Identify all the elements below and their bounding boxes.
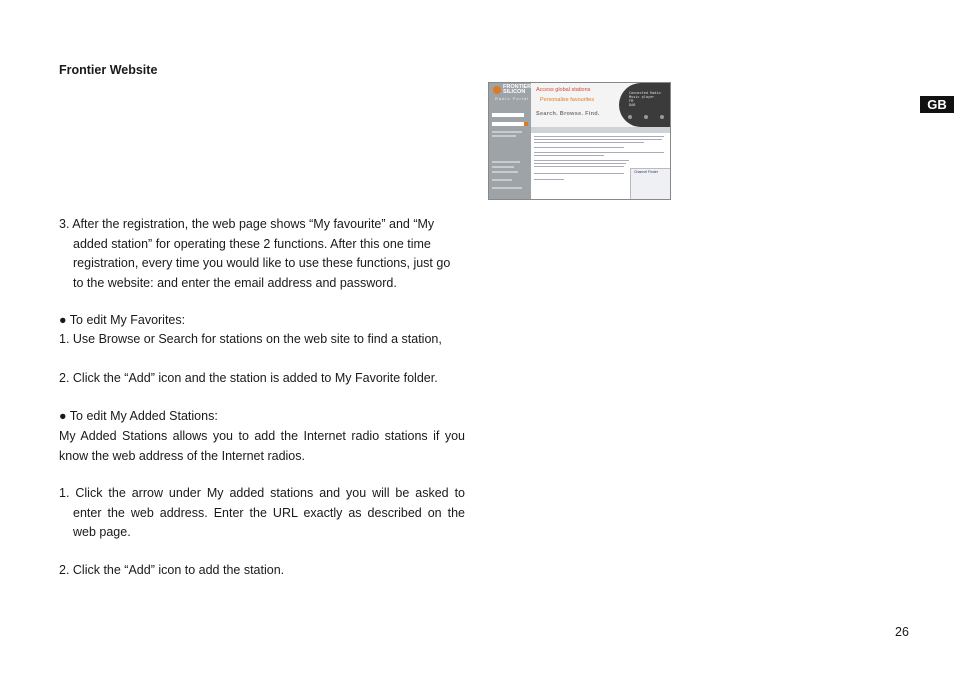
screenshot-content-bar: [531, 127, 670, 133]
screenshot-login-field: [492, 113, 524, 117]
text-line: enter the web address. Enter the URL exactly as described on the: [73, 505, 465, 520]
screenshot-go-icon: [524, 122, 528, 126]
screenshot-banner: [531, 83, 670, 127]
radio-display-line: Connected Radio: [629, 91, 661, 95]
screenshot-channel-box-title: Channel Finder: [634, 170, 658, 174]
radio-knob-icon: [644, 115, 648, 119]
website-screenshot: [488, 82, 671, 200]
text-line: web page.: [73, 525, 131, 539]
radio-device-image: [619, 83, 670, 127]
radio-display-line: Music player: [629, 95, 655, 99]
text-line: registration, every time you would like to use these functions, just go: [73, 256, 451, 270]
screenshot-side-line: [492, 131, 522, 133]
screenshot-text-line: [534, 173, 624, 174]
favorites-step-1: 1. Use Browse or Search for stations on the web site to find a station,: [59, 332, 442, 346]
screenshot-text-line: [534, 142, 644, 143]
screenshot-side-line: [492, 171, 518, 173]
screenshot-banner-line1: Access global stations: [536, 87, 591, 93]
screenshot-text-line: [534, 166, 624, 167]
radio-display: [629, 91, 661, 107]
screenshot-text-line: [534, 139, 662, 140]
screenshot-text-line: [534, 163, 626, 164]
added-stations-bullet: ● To edit My Added Stations:: [59, 409, 218, 423]
favorites-bullet: ● To edit My Favorites:: [59, 313, 186, 327]
screenshot-text-line: [534, 136, 664, 137]
screenshot-side-line: [492, 179, 512, 181]
screenshot-text-line: [534, 179, 564, 180]
registration-paragraph: [59, 215, 465, 293]
screenshot-side-line: [492, 187, 522, 189]
screenshot-text-line: [534, 147, 624, 148]
language-badge: GB: [920, 96, 954, 113]
text-line: added station” for operating these 2 functions. After this one time: [73, 236, 431, 251]
screenshot-logo: FRONTIER SILICON: [503, 84, 532, 95]
logo-icon: [493, 86, 501, 94]
added-stations-step-2: 2. Click the “Add” icon to add the station.: [59, 563, 285, 577]
screenshot-channel-box: [630, 168, 671, 200]
text-line: 3. After the registration, the web page shows “My favourite” and “My: [59, 217, 435, 231]
radio-knob-icon: [628, 115, 632, 119]
screenshot-text-line: [534, 160, 629, 161]
screenshot-banner-line2: Personalise favourites: [540, 97, 595, 103]
page-number: 26: [895, 625, 909, 639]
screenshot-side-line: [492, 161, 520, 163]
added-stations-step-1: [59, 484, 465, 543]
screenshot-password-field: [492, 122, 524, 126]
screenshot-text-line: [534, 155, 604, 156]
favorites-step-2: 2. Click the “Add” icon and the station is added to My Favorite folder.: [59, 371, 438, 385]
screenshot-text-line: [534, 152, 664, 153]
screenshot-portal-label: Radio Portal: [495, 96, 530, 101]
text-line: know the web address of the Internet radios.: [59, 448, 305, 463]
screenshot-banner-line3: Search. Browse. Find.: [536, 111, 600, 117]
section-heading: Frontier Website: [59, 63, 158, 77]
screenshot-content: [531, 127, 670, 199]
text-line: My Added Stations allows you to add the Internet radio stations if you: [59, 429, 465, 443]
radio-display-line: FM: [629, 99, 634, 103]
text-line: to the website: and enter the email address and password.: [73, 275, 397, 290]
screenshot-side-line: [492, 166, 514, 168]
radio-knob-icon: [660, 115, 664, 119]
text-line: 1. Click the arrow under My added stations and you will be asked to: [59, 486, 465, 500]
screenshot-sidebar: [489, 83, 531, 199]
screenshot-side-line: [492, 135, 516, 137]
radio-display-line: DAB: [629, 103, 636, 107]
added-stations-description: [59, 427, 465, 466]
